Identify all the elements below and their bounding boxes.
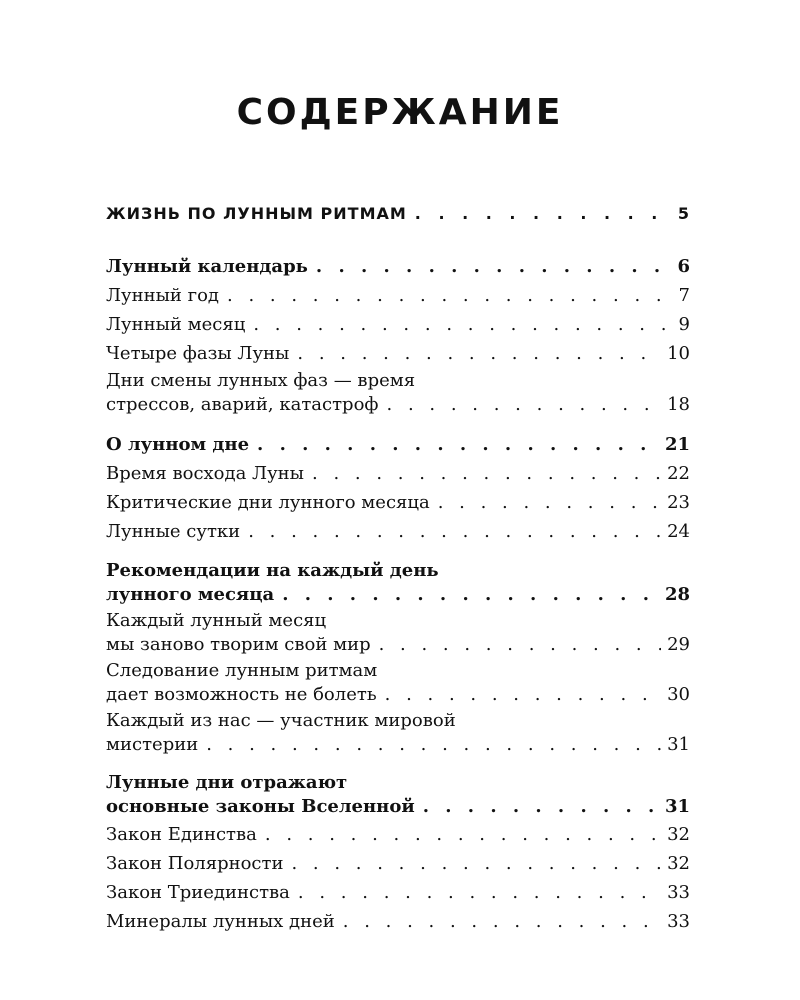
toc-item[interactable] xyxy=(106,460,690,487)
toc-entry-title: Закон Триединства xyxy=(106,882,290,903)
toc-item[interactable] xyxy=(106,879,690,906)
toc-page-number: 28 xyxy=(664,584,690,605)
toc-entry xyxy=(106,879,690,906)
toc-item[interactable] xyxy=(106,908,690,935)
toc-entry-main[interactable] xyxy=(106,200,690,227)
dot-leader xyxy=(379,633,662,657)
toc-entry-title-line: Каждый из нас — участник мировой xyxy=(106,710,456,731)
table-of-contents xyxy=(106,200,690,949)
dot-leader xyxy=(265,821,661,848)
toc-entry-title: Минералы лунных дней xyxy=(106,911,335,932)
dot-leader xyxy=(343,908,661,935)
dot-leader xyxy=(385,683,661,707)
toc-entry xyxy=(106,253,690,280)
toc-entry-title: мистерии xyxy=(106,734,199,755)
toc-page-number: 18 xyxy=(667,394,690,415)
toc-section xyxy=(106,559,690,757)
toc-item[interactable] xyxy=(106,850,690,877)
toc-entry-title: ЖИЗНЬ ПО ЛУННЫМ РИТМАМ xyxy=(106,204,407,223)
toc-entry-title-line: Каждый лунный месяц xyxy=(106,610,327,631)
toc-section xyxy=(106,771,690,935)
toc-entry xyxy=(106,733,690,757)
toc-item[interactable] xyxy=(106,369,690,417)
toc-item[interactable] xyxy=(106,311,690,338)
toc-entry xyxy=(106,431,690,458)
toc-entry xyxy=(106,393,690,417)
toc-entry xyxy=(106,821,690,848)
toc-page-number: 7 xyxy=(678,285,690,306)
toc-entry-title: Четыре фазы Луны xyxy=(106,343,290,364)
toc-page-number: 23 xyxy=(667,492,690,513)
toc-entry xyxy=(106,583,690,607)
toc-page-number: 6 xyxy=(677,256,690,277)
toc-entry-title: Время восхода Луны xyxy=(106,463,304,484)
toc-item[interactable] xyxy=(106,771,690,819)
toc-page-number: 33 xyxy=(667,911,690,932)
toc-page-number: 21 xyxy=(664,434,690,455)
toc-page-number: 31 xyxy=(664,796,690,817)
dot-leader xyxy=(387,393,662,417)
toc-entry-title-line: Дни смены лунных фаз — время xyxy=(106,370,416,391)
toc-item[interactable] xyxy=(106,821,690,848)
toc-entry-title-line: Следование лунным ритмам xyxy=(106,660,378,681)
toc-page-number: 33 xyxy=(667,882,690,903)
dot-leader xyxy=(438,489,661,516)
dot-leader xyxy=(316,253,672,280)
toc-entry-title: мы заново творим свой мир xyxy=(106,634,371,655)
toc-entry-title: Лунный год xyxy=(106,285,220,306)
toc-item[interactable] xyxy=(106,253,690,280)
dot-leader xyxy=(257,431,659,458)
dot-leader xyxy=(282,583,659,607)
toc-section xyxy=(106,253,690,417)
dot-leader xyxy=(248,518,661,545)
toc-item[interactable] xyxy=(106,659,690,707)
toc-item[interactable] xyxy=(106,609,690,657)
toc-page-number: 32 xyxy=(667,853,690,874)
toc-item[interactable] xyxy=(106,282,690,309)
toc-page-number: 5 xyxy=(677,204,690,223)
toc-entry xyxy=(106,795,690,819)
toc-entry xyxy=(106,850,690,877)
toc-item[interactable] xyxy=(106,431,690,458)
dot-leader xyxy=(415,200,672,227)
toc-entry-title: Закон Единства xyxy=(106,824,257,845)
toc-main-section xyxy=(106,200,690,227)
page-title: СОДЕРЖАНИЕ xyxy=(236,92,564,133)
toc-entry-title: Лунный месяц xyxy=(106,314,246,335)
toc-entry xyxy=(106,683,690,707)
dot-leader xyxy=(206,733,661,757)
toc-entry xyxy=(106,518,690,545)
toc-entry-title: лунного месяца xyxy=(106,584,275,605)
toc-entry-title: Критические дни лунного месяца xyxy=(106,492,430,513)
toc-entry xyxy=(106,489,690,516)
toc-page-number: 22 xyxy=(667,463,690,484)
toc-entry-title: стрессов, аварий, катастроф xyxy=(106,394,379,415)
toc-entry xyxy=(106,908,690,935)
toc-entry-title: Закон Полярности xyxy=(106,853,284,874)
toc-entry-title: дает возможность не болеть xyxy=(106,684,377,705)
toc-page-number: 24 xyxy=(667,521,690,542)
toc-entry xyxy=(106,633,690,657)
toc-entry xyxy=(106,311,690,338)
toc-page-number: 10 xyxy=(667,343,690,364)
toc-item[interactable] xyxy=(106,518,690,545)
toc-item[interactable] xyxy=(106,489,690,516)
toc-item[interactable] xyxy=(106,709,690,757)
toc-item[interactable] xyxy=(106,559,690,607)
dot-leader xyxy=(312,460,661,487)
toc-entry xyxy=(106,460,690,487)
dot-leader xyxy=(297,340,661,367)
toc-entry-title: Лунный календарь xyxy=(106,256,308,277)
toc-section xyxy=(106,431,690,545)
toc-entry-title-line: Лунные дни отражают xyxy=(106,772,348,793)
toc-page-number: 31 xyxy=(667,734,690,755)
toc-entry-title: О лунном дне xyxy=(106,434,250,455)
toc-entry-title: основные законы Вселенной xyxy=(106,796,415,817)
toc-item[interactable] xyxy=(106,340,690,367)
dot-leader xyxy=(291,850,661,877)
dot-leader xyxy=(298,879,661,906)
toc-entry xyxy=(106,340,690,367)
dot-leader xyxy=(423,795,659,819)
toc-entry xyxy=(106,282,690,309)
dot-leader xyxy=(253,311,672,338)
toc-page-number: 30 xyxy=(667,684,690,705)
toc-page-number: 9 xyxy=(678,314,690,335)
dot-leader xyxy=(227,282,673,309)
toc-entry-title: Лунные сутки xyxy=(106,521,241,542)
toc-page-number: 32 xyxy=(667,824,690,845)
toc-page-number: 29 xyxy=(667,634,690,655)
toc-entry-title-line: Рекомендации на каждый день xyxy=(106,560,439,581)
